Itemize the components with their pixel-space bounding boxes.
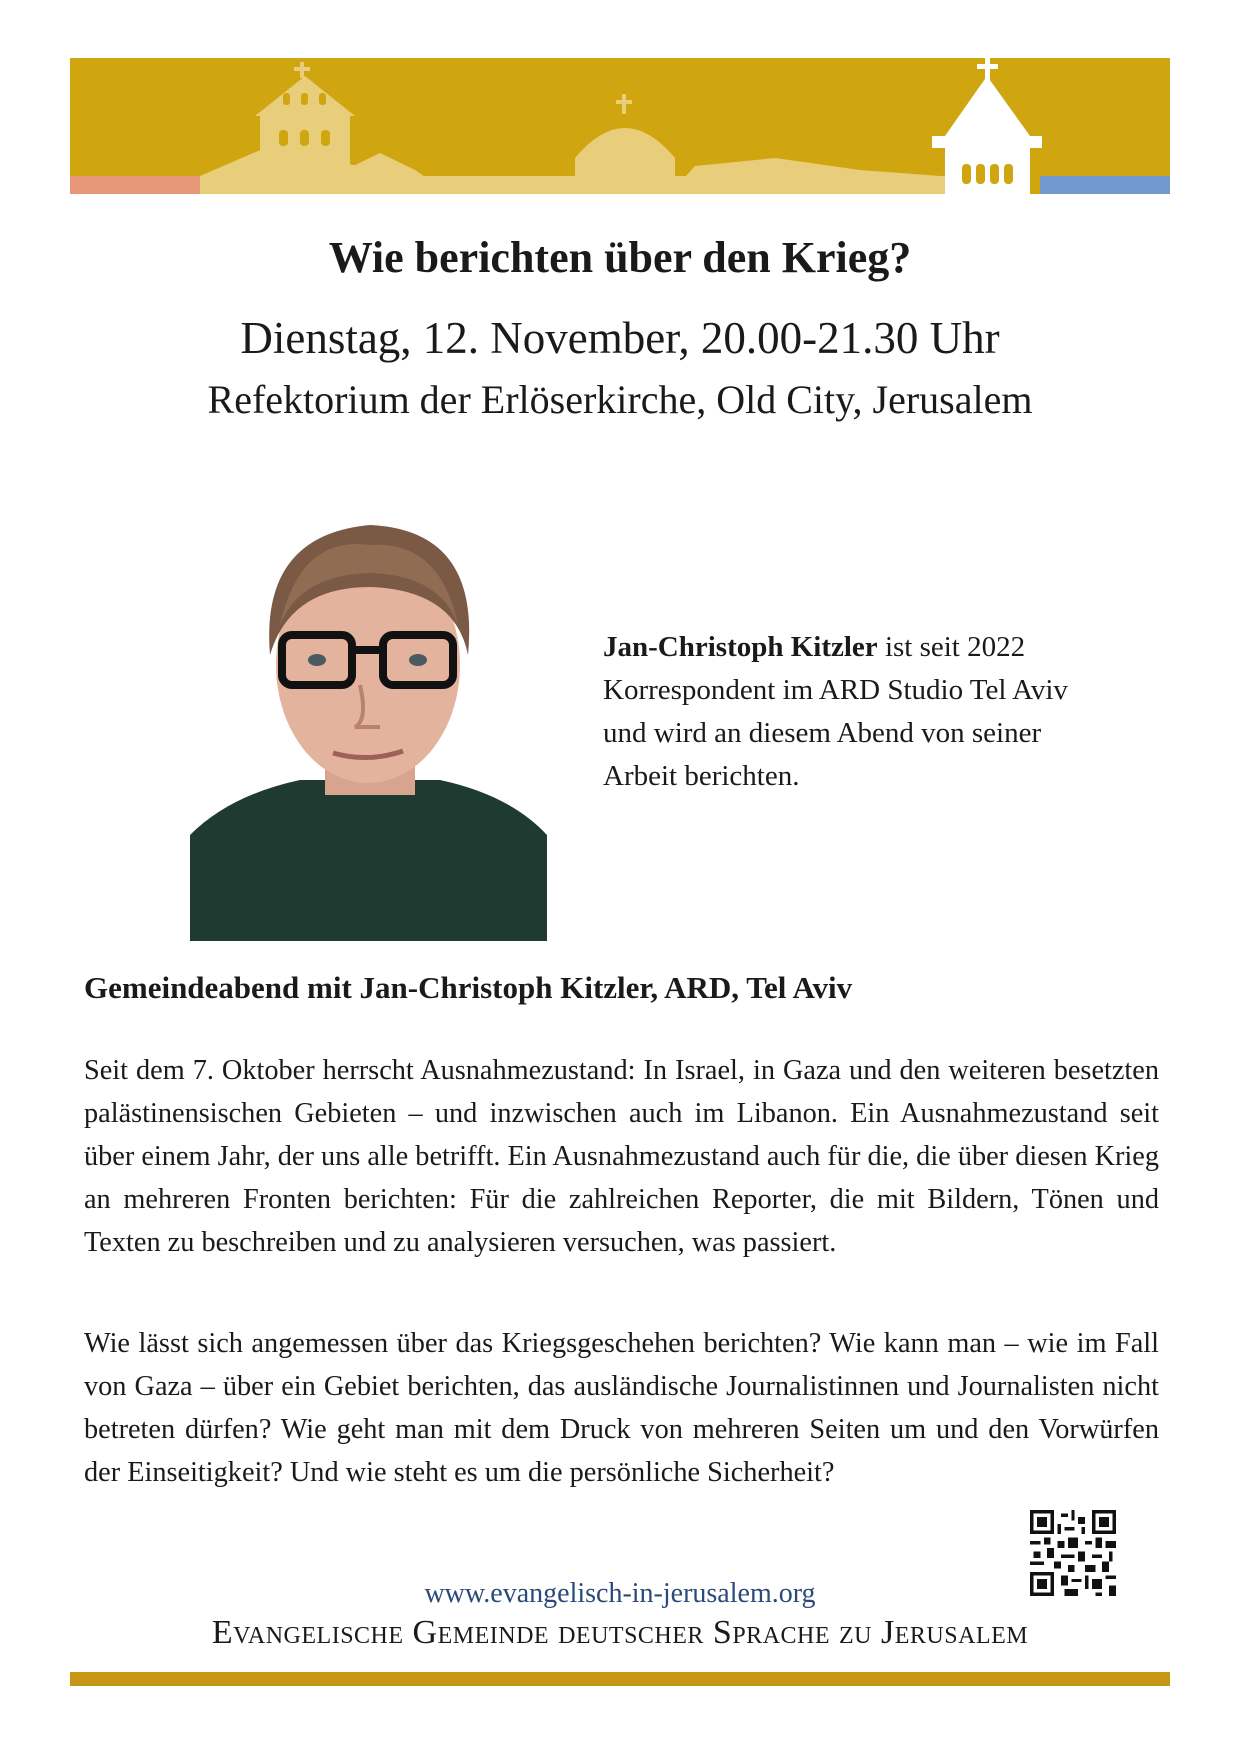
church-skyline-banner — [70, 58, 1170, 194]
speaker-name: Jan-Christoph Kitzler — [603, 631, 878, 663]
event-location: Refektorium der Erlöserkirche, Old City, Jerusalem — [207, 377, 1033, 422]
speaker-bio-text: ist seit 2022 Korrespondent im ARD Studio Tel Aviv und wird an diesem Abend von seiner Arbeit berichten. — [603, 631, 1068, 792]
website-link[interactable]: www.evangelisch-in-jerusalem.org — [424, 1578, 816, 1609]
body-paragraph-2: Wie lässt sich angemessen über das Kriegsgeschehen berichten? Wie kann man – wie im Fall von Gaza – über ein Gebiet berichten, das ausländische Journalistinnen und Journalisten nicht betreten dürfen? Wie geht man mit dem Druck von mehreren Seiten um und den Vorwürfen der Einseitigkeit? Und wie steht es um die persönliche Sicherheit? — [84, 1328, 1159, 1488]
speaker-portrait — [190, 495, 547, 941]
event-datetime: Dienstag, 12. November, 20.00-21.30 Uhr — [240, 313, 1000, 363]
event-title: Wie berichten über den Krieg? — [328, 233, 912, 282]
body-paragraph-1: Seit dem 7. Oktober herrscht Ausnahmezustand: In Israel, in Gaza und den weiteren besetzten palästinensischen Gebieten – und inzwischen auch im Libanon. Ein Ausnahmezustand seit über einem Jahr, der uns alle betrifft. Ein Ausnahmezustand auch für die, die über diesen Krieg an mehreren Fronten berichten: Für die zahlreichen Reporter, die mit Bildern, Tönen und Texten zu beschreiben und zu analysieren versuchen, was passiert. — [84, 1055, 1159, 1258]
footer-rule — [70, 1672, 1170, 1686]
section-heading: Gemeindeabend mit Jan-Christoph Kitzler, ARD, Tel Aviv — [84, 970, 853, 1005]
organization-name: Evangelische Gemeinde deutscher Sprache zu Jerusalem — [211, 1614, 1029, 1651]
speaker-bio — [603, 626, 1073, 798]
